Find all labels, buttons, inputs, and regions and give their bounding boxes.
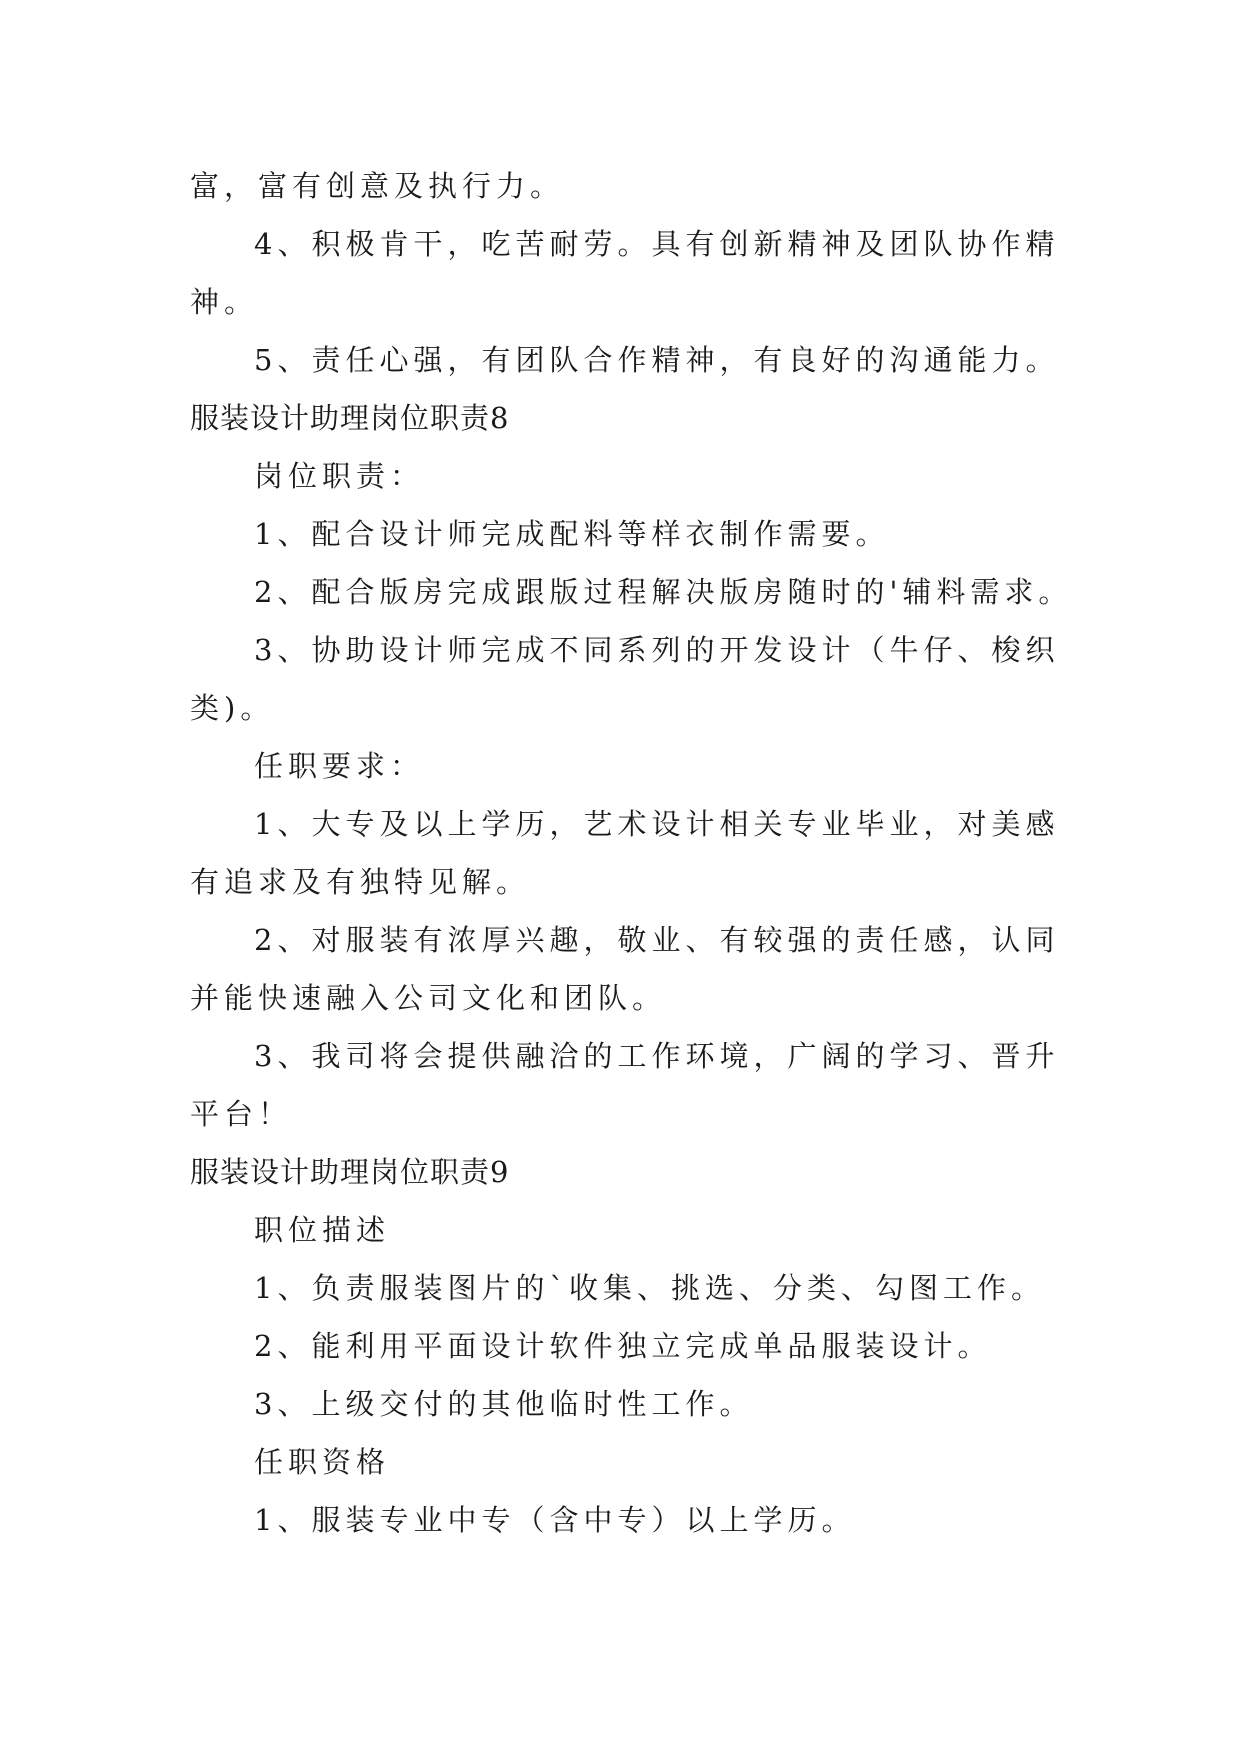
- text-line: 2、配合版房完成跟版过程解决版房随时的'辅料需求。: [254, 575, 1073, 609]
- text-line: 4、积极肯干，吃苦耐劳。具有创新精神及团队协作精: [254, 227, 1060, 261]
- text-line: 2、对服装有浓厚兴趣，敬业、有较强的责任感，认同: [254, 923, 1060, 957]
- text-line: 平台！: [190, 1097, 293, 1131]
- document-body: [190, 157, 1073, 1549]
- section-heading: 服装设计助理岗位职责8: [190, 401, 510, 435]
- text-line: 2、能利用平面设计软件独立完成单品服装设计。: [254, 1329, 992, 1363]
- text-line: 1、服装专业中专（含中专）以上学历。: [254, 1503, 856, 1537]
- text-line: 有追求及有独特见解。: [190, 865, 531, 899]
- text-line: 任职资格: [254, 1445, 391, 1479]
- text-line: 1、负责服装图片的`收集、挑选、分类、勾图工作。: [254, 1271, 1045, 1305]
- text-line: 5、责任心强，有团队合作精神，有良好的沟通能力。: [254, 343, 1060, 377]
- text-line: 3、我司将会提供融洽的工作环境，广阔的学习、晋升: [254, 1039, 1060, 1073]
- text-line: 神。: [190, 285, 259, 319]
- text-line: 富，富有创意及执行力。: [190, 169, 565, 203]
- text-line: 3、协助设计师完成不同系列的开发设计（牛仔、梭织: [254, 633, 1060, 667]
- text-line: 1、配合设计师完成配料等样衣制作需要。: [254, 517, 890, 551]
- text-line: 任职要求：: [254, 749, 425, 783]
- text-line: 3、上级交付的其他临时性工作。: [254, 1387, 754, 1421]
- text-line: 1、大专及以上学历，艺术设计相关专业毕业，对美感: [254, 807, 1060, 841]
- section-heading: 服装设计助理岗位职责9: [190, 1155, 510, 1189]
- text-line: 并能快速融入公司文化和团队。: [190, 981, 667, 1015]
- text-line: 类)。: [190, 691, 275, 725]
- text-line: 岗位职责：: [254, 459, 425, 493]
- text-line: 职位描述: [254, 1213, 391, 1247]
